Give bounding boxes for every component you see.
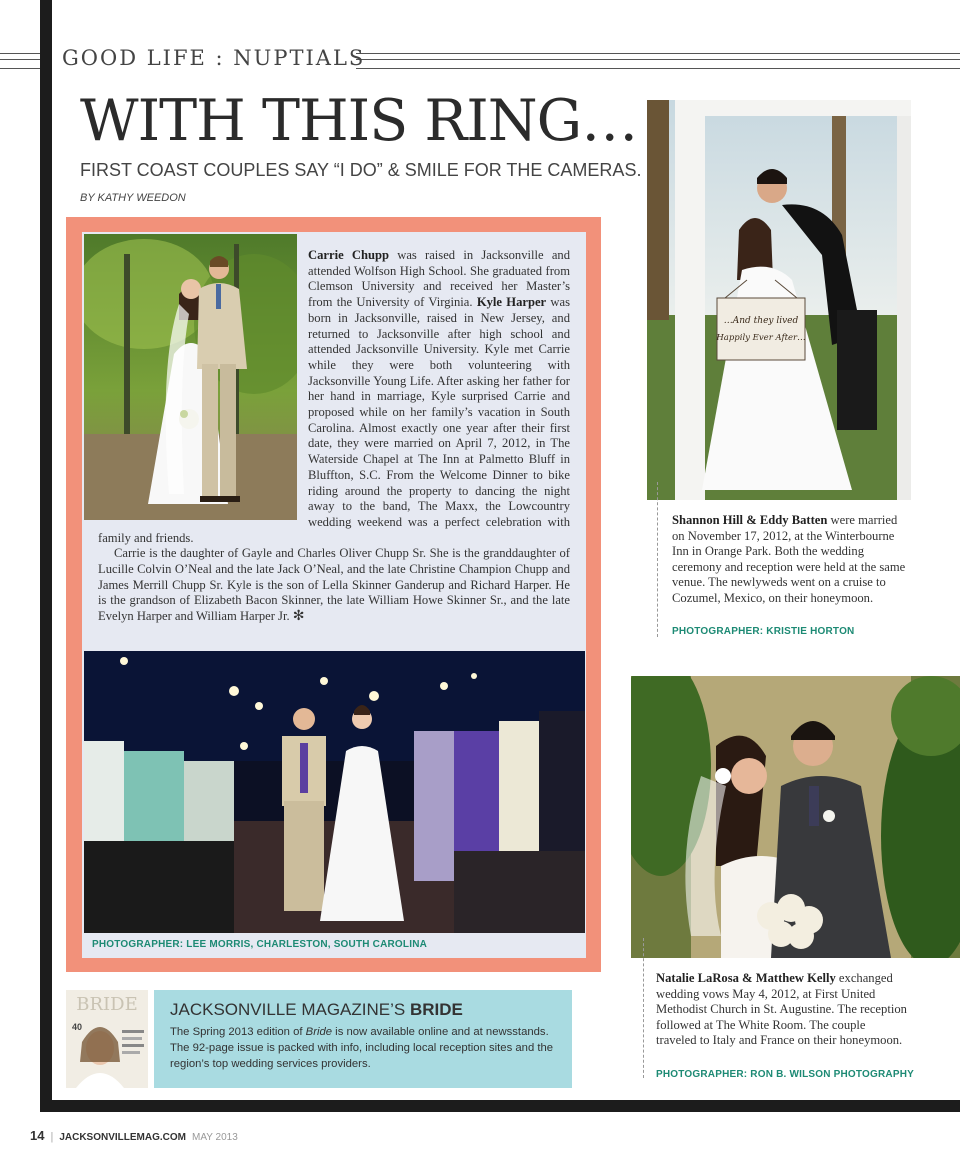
garden-couple-photo [631,676,960,958]
couple2-photo-credit: PHOTOGRAPHER: KRISTIE HORTON [672,626,855,637]
sparkler-exit-photo [84,651,585,933]
couple2-names: Shannon Hill & Eddy Batten [672,513,828,527]
headline: WITH THIS RING… [80,88,638,154]
footer-separator: | [50,1131,54,1143]
cover-number: 40 [72,1022,83,1032]
footer-date: MAY 2013 [192,1132,238,1143]
caption-rule-couple3 [643,938,644,1078]
couple3-text: exchanged wedding vows May 4, 2012, at First United Methodist Church in St. Augustine. The reception followed at The White Room. The couple traveled to Italy and France on their honeymoon. [656,971,907,1047]
couple3-photo-credit: PHOTOGRAPHER: RON B. WILSON PHOTOGRAPHY [656,1069,915,1080]
section-label: GOOD LIFE : NUPTIALS [62,46,366,70]
promo-text-italic: Bride [305,1026,333,1038]
bride-magazine-cover [66,990,148,1088]
page-footer [30,1128,238,1143]
page-bottom-border [40,1100,960,1112]
page-number: 14 [30,1128,45,1143]
couple3-names: Natalie LaRosa & Matthew Kelly [656,971,836,985]
promo-text-a: The Spring 2013 edition of [170,1026,306,1038]
story-paragraph-2 [98,546,570,625]
sign-line-2: Happily Ever After… [716,333,806,343]
promo-text-b: is now available online and at newsstands. The 92-page issue is packed with info, including local reception sites and the region’s top wedding services providers. [170,1026,554,1070]
photo-wrap-space [98,248,308,528]
caption-couple2 [672,513,910,606]
story-p1-part-a: was raised in Jacksonville and attended Wolfson High School. She graduated from Clemson University and received her Master’s from the University of Virginia. [308,248,570,310]
promo-text [170,1024,560,1072]
end-mark-icon: ✻ [292,608,305,625]
byline: BY KATHY WEEDON [80,192,186,204]
couple2-text: were married on November 17, 2012, at the Winterbourne Inn in Orange Park. Both the wedding ceremony and reception were held at the same venue. The newlyweds went on a cruise to Cozumel, Mexico, on their honeymoon. [672,513,906,605]
subheadline: FIRST COAST COUPLES SAY “I DO” & SMILE FOR THE CAMERAS. [80,160,642,180]
footer-site: JACKSONVILLEMAG.COM [59,1132,186,1143]
cover-title: BRIDE [76,994,138,1015]
section-rule-left [0,53,40,69]
story-p2-text: Carrie is the daughter of Gayle and Charles Oliver Chupp Sr. She is the granddaughter of Lucille Colvin O’Neal and the late Jack O’Neal, and the late Christine Champion Chupp and James Merrill Chupp Sr. Kyle is the son of Lella Skinner Ganderup and Richard Harper. He is the grandson of Elizabeth Bacon Skinner, the late William Howe Skinner Sr., and the late Evelyn Harper and William Harper Jr. [98,546,570,624]
story-photo-credit: PHOTOGRAPHER: LEE MORRIS, CHARLESTON, SOUTH CAROLINA [92,939,428,950]
promo-title-bold: BRIDE [409,1000,463,1019]
beach-kiss-photo [647,100,911,500]
sign-line-1: …And they lived [723,316,799,326]
story-name-kyle: Kyle Harper [476,295,547,310]
section-rule-right [356,53,960,69]
story-name-carrie: Carrie Chupp [308,248,389,262]
story-p1-part-b: was born in Jacksonville, raised in New Jersey, and returned to Jacksonville after high school and attended Jacksonville University. Kyle met Carrie while they were both volunteering with Jacksonville Young Life. After asking her father for her hand in marriage, Kyle surprised Carrie and proposed while on her family’s vacation in South Carolina. Almost exactly one year after their first date, they were married on April 7, 2012, in The Waterside Chapel at The Inn at Palmetto Bluff in Bluffton, S.C. From the Welcome Dinner to bike riding around the property to dancing the night away to the band, The Maxx, the Lowcountry wedding weekend was a perfect celebration with family and friends. [98,295,571,545]
promo-title [170,1000,463,1020]
page-left-border [40,0,52,1112]
story-body [98,248,570,625]
caption-couple3 [656,971,908,1049]
caption-rule-couple2 [657,482,658,637]
promo-title-prefix: JACKSONVILLE MAGAZINE’S [170,1000,410,1019]
